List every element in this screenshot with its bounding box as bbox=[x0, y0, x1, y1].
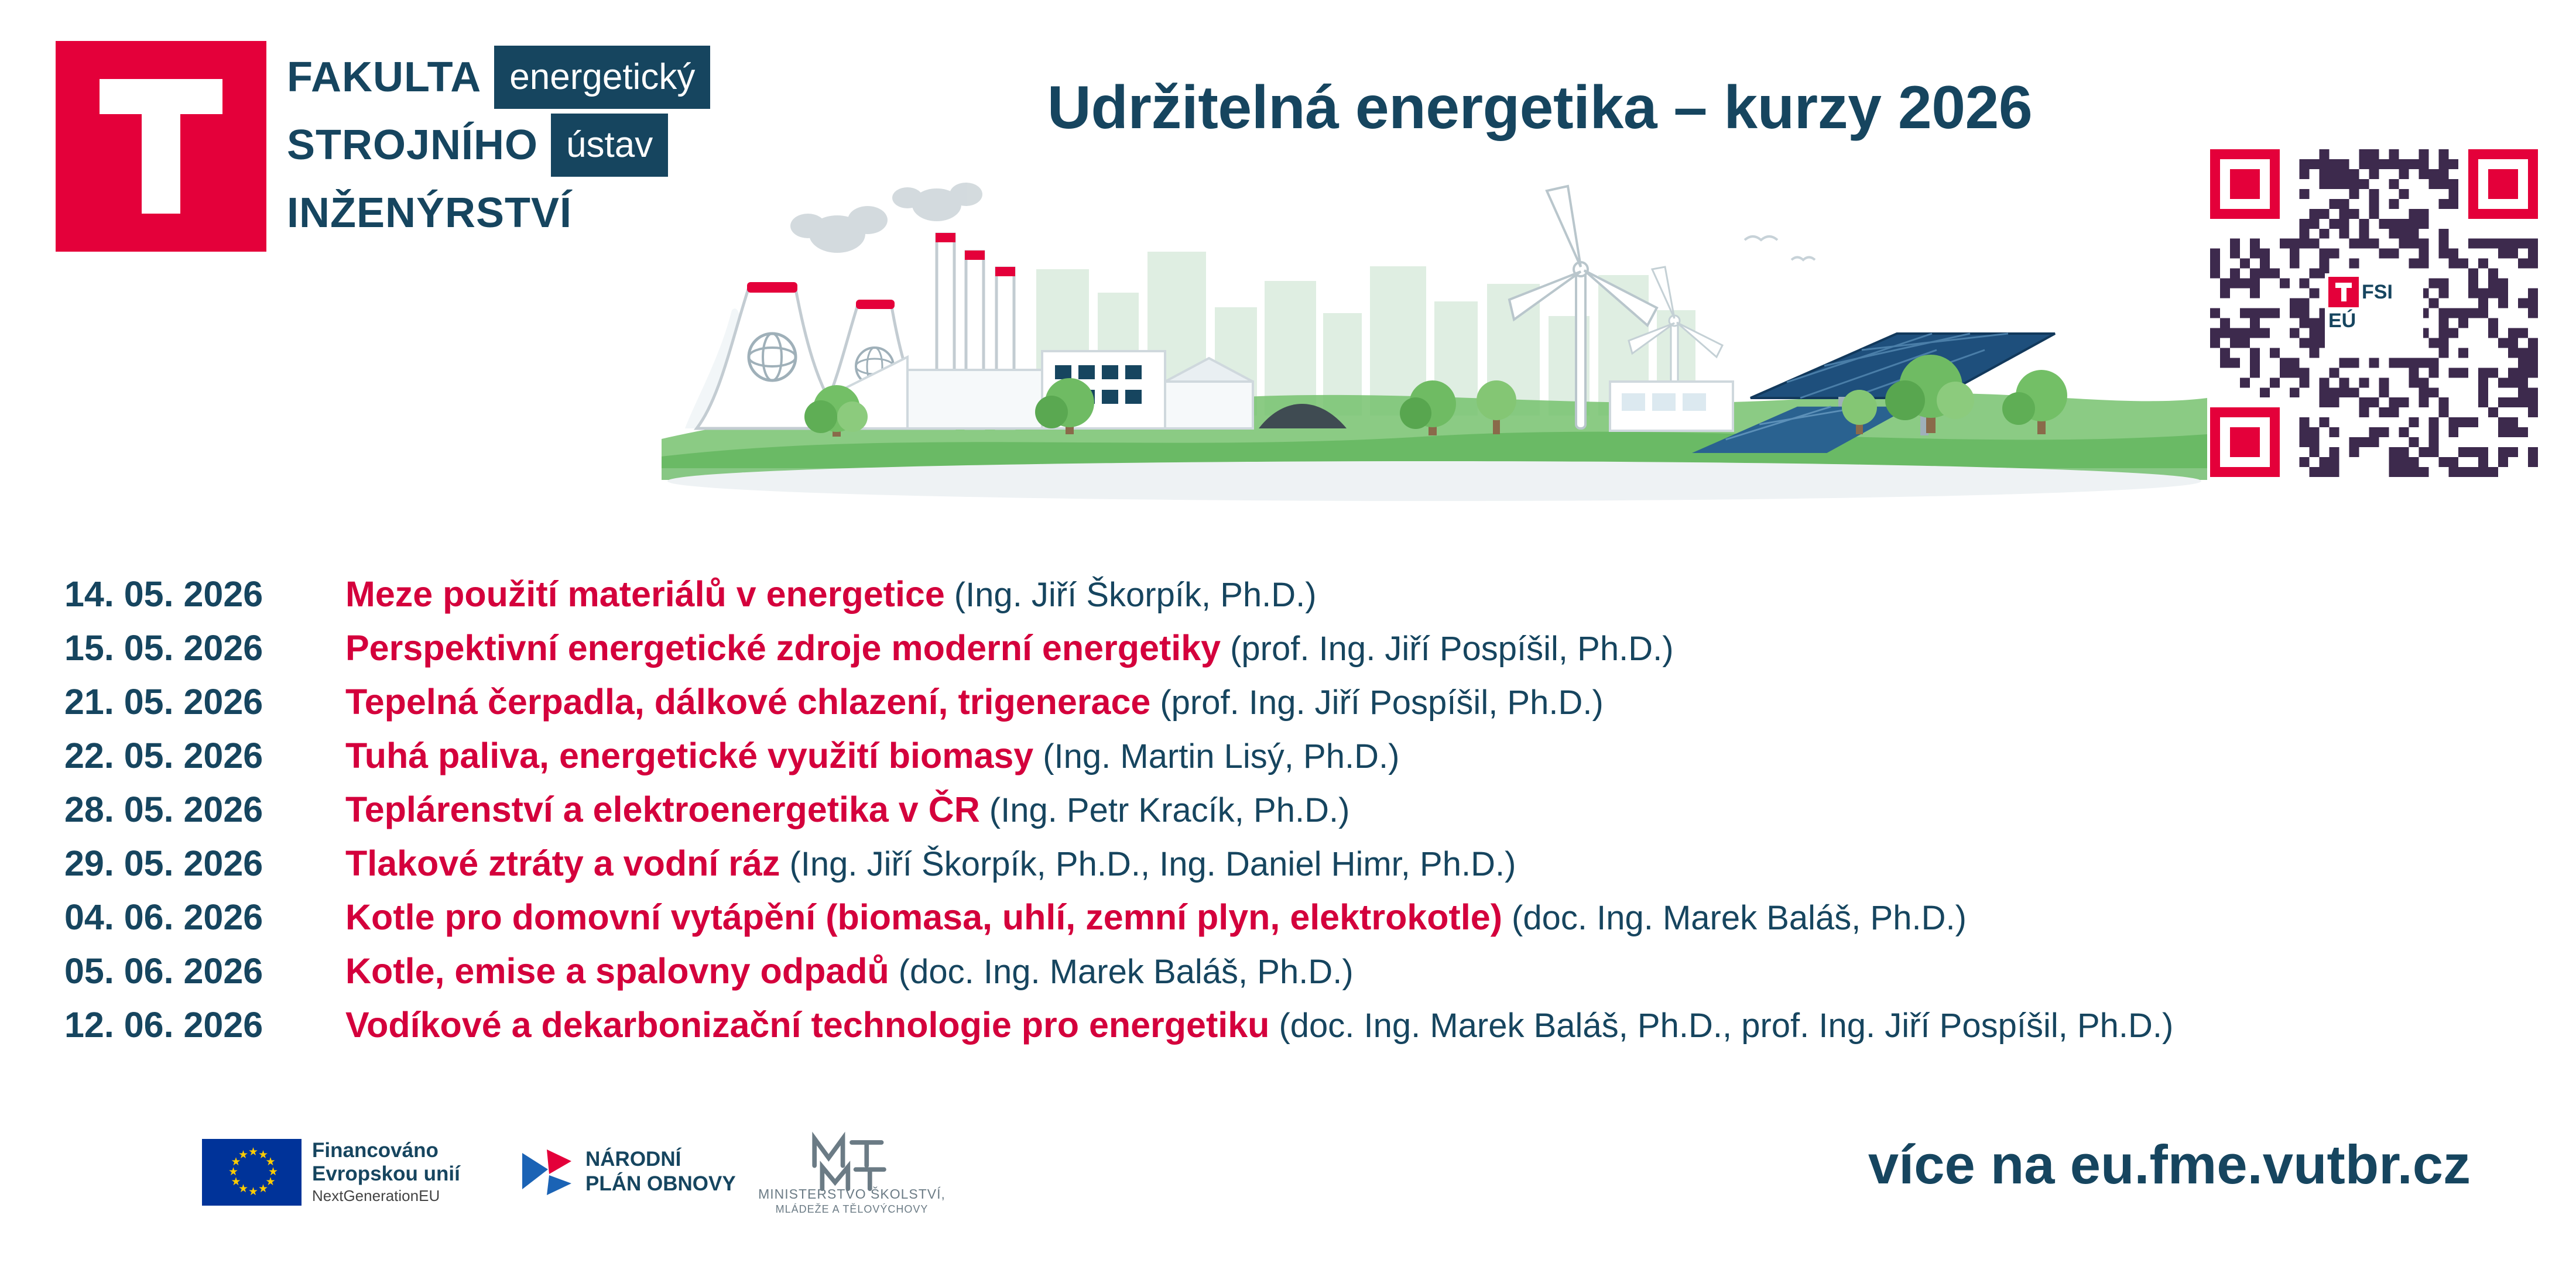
course-row bbox=[0, 789, 2576, 843]
more-info-link[interactable]: více na eu.fme.vutbr.cz bbox=[1868, 1134, 2471, 1195]
course-row bbox=[0, 897, 2576, 950]
course-list bbox=[0, 574, 2576, 1058]
faculty-word-fakulta: FAKULTA bbox=[287, 54, 482, 101]
msmt-logo-line-2: MLÁDEŽE A TĚLOVÝCHOVY bbox=[775, 1203, 929, 1215]
npo-logo-line-2: PLÁN OBNOVY bbox=[585, 1172, 736, 1195]
course-date: 15. 05. 2026 bbox=[64, 628, 263, 668]
eu-funding-logo bbox=[202, 1139, 460, 1206]
course-title: Perspektivní energetické zdroje moderní energetiky bbox=[345, 628, 1221, 668]
course-date: 22. 05. 2026 bbox=[64, 736, 263, 775]
course-title: Kotle, emise a spalovny odpadů bbox=[345, 951, 889, 991]
npo-logo bbox=[515, 1141, 736, 1202]
course-lecturer: (Ing. Jiří Škorpík, Ph.D.) bbox=[954, 576, 1317, 614]
faculty-word-strojniho: STROJNÍHO bbox=[287, 122, 539, 169]
course-row bbox=[0, 574, 2576, 627]
faculty-tag-energeticky: energetický bbox=[494, 46, 710, 109]
course-date: 12. 06. 2026 bbox=[64, 1005, 263, 1045]
vut-t-badge-icon bbox=[2328, 277, 2359, 307]
qr-badge-eu-label: EÚ bbox=[2328, 310, 2356, 332]
course-title: Teplárenství a elektroenergetika v ČR bbox=[345, 790, 980, 829]
faculty-logo-line-1 bbox=[287, 46, 696, 109]
qr-badge-fsi-label: FSI bbox=[2362, 281, 2393, 303]
course-title: Tepelná čerpadla, dálkové chlazení, trigenerace bbox=[345, 682, 1151, 722]
course-row bbox=[0, 1004, 2576, 1058]
course-row bbox=[0, 627, 2576, 681]
eu-logo-line-3: NextGenerationEU bbox=[312, 1187, 440, 1204]
msmt-logo bbox=[755, 1130, 948, 1216]
qr-code[interactable] bbox=[2210, 149, 2538, 477]
qr-center-logo bbox=[2325, 273, 2423, 353]
msmt-logo-line-1: MINISTERSTVO ŠKOLSTVÍ, bbox=[758, 1186, 946, 1202]
course-title: Tuhá paliva, energetické využití biomasy bbox=[345, 736, 1034, 775]
course-date: 05. 06. 2026 bbox=[64, 951, 263, 991]
faculty-logo-text bbox=[287, 46, 696, 245]
course-date: 14. 05. 2026 bbox=[64, 574, 263, 614]
course-lecturer: (prof. Ing. Jiří Pospíšil, Ph.D.) bbox=[1160, 684, 1604, 722]
course-lecturer: (Ing. Petr Kracík, Ph.D.) bbox=[989, 791, 1350, 829]
npo-arrow-icon bbox=[515, 1141, 576, 1202]
course-row bbox=[0, 681, 2576, 735]
course-row bbox=[0, 843, 2576, 897]
vut-t-logo-icon bbox=[56, 41, 266, 252]
eu-flag-icon: ★ ★ ★ ★ ★ ★ ★ ★ ★ ★ ★ ★ bbox=[202, 1139, 302, 1206]
course-title: Kotle pro domovní vytápění (biomasa, uhlí, zemní plyn, elektrokotle) bbox=[345, 897, 1503, 937]
poster-footer bbox=[0, 1117, 2576, 1263]
energy-landscape-illustration bbox=[662, 164, 2207, 515]
faculty-logo-line-3 bbox=[287, 181, 650, 245]
faculty-word-inzenyrstvi: INŽENÝRSTVÍ bbox=[287, 190, 573, 236]
course-date: 29. 05. 2026 bbox=[64, 843, 263, 883]
faculty-tag-ustav: ústav bbox=[551, 114, 668, 177]
course-date: 28. 05. 2026 bbox=[64, 790, 263, 829]
eu-logo-line-2: Evropskou unií bbox=[312, 1162, 460, 1185]
course-date: 21. 05. 2026 bbox=[64, 682, 263, 722]
eu-logo-line-1: Financováno bbox=[312, 1139, 439, 1162]
course-title: Meze použití materiálů v energetice bbox=[345, 574, 945, 614]
faculty-logo-line-2 bbox=[287, 114, 653, 177]
course-title: Tlakové ztráty a vodní ráz bbox=[345, 843, 780, 883]
poster-header bbox=[0, 0, 2576, 538]
course-lecturer: (Ing. Jiří Škorpík, Ph.D., Ing. Daniel Himr, Ph.D.) bbox=[789, 845, 1516, 883]
course-lecturer: (doc. Ing. Marek Baláš, Ph.D.) bbox=[1512, 899, 1967, 937]
msmt-mark-icon bbox=[755, 1130, 948, 1186]
course-lecturer: (doc. Ing. Marek Baláš, Ph.D.) bbox=[898, 953, 1354, 991]
faculty-logo bbox=[56, 41, 696, 263]
course-date: 04. 06. 2026 bbox=[64, 897, 263, 937]
npo-logo-line-1: NÁRODNÍ bbox=[585, 1148, 681, 1171]
course-title: Vodíkové a dekarbonizační technologie pro energetiku bbox=[345, 1005, 1270, 1045]
course-lecturer: (prof. Ing. Jiří Pospíšil, Ph.D.) bbox=[1230, 630, 1674, 668]
page-title: Udržitelná energetika – kurzy 2026 bbox=[1047, 74, 2033, 142]
course-lecturer: (doc. Ing. Marek Baláš, Ph.D., prof. Ing. Jiří Pospíšil, Ph.D.) bbox=[1279, 1007, 2174, 1045]
course-row bbox=[0, 735, 2576, 789]
course-row bbox=[0, 950, 2576, 1004]
course-lecturer: (Ing. Martin Lisý, Ph.D.) bbox=[1043, 737, 1400, 775]
